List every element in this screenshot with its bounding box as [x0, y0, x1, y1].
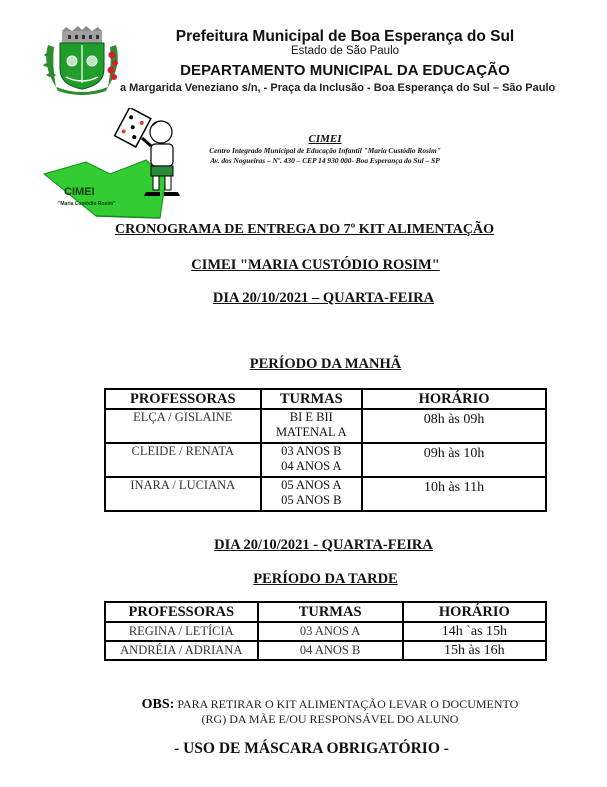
date-heading-morning: DIA 20/10/2021 – QUARTA-FEIRA [212, 290, 435, 306]
column-header-horario: HORÁRIO [362, 389, 546, 409]
cell-horario: 08h às 09h [362, 409, 546, 443]
prefeitura-title: Prefeitura Municipal de Boa Esperança do Sul [175, 28, 515, 45]
cimei-logo-subtitle: "Maria Custódio Rosim" [58, 201, 116, 207]
observation-line-1 [100, 697, 560, 712]
cell-turmas: 03 ANOS A [258, 622, 403, 641]
table-row [105, 443, 546, 477]
cell-turmas [261, 477, 363, 511]
obs-text-2: (RG) DA MÃE E/OU RESPONSÁVEL DO ALUNO [201, 712, 459, 726]
table-header-row [105, 602, 546, 622]
table-header-row [105, 389, 546, 409]
cell-professoras: ELÇA / GISLAINE [105, 409, 261, 443]
table-row [105, 622, 546, 641]
table-row [105, 409, 546, 443]
column-header-turmas: TURMAS [258, 602, 403, 622]
cell-professoras: CLEIDE / RENATA [105, 443, 261, 477]
turma-line: 03 ANOS B [281, 444, 342, 458]
afternoon-schedule-table [104, 601, 547, 661]
mask-notice: - USO DE MÁSCARA OBRIGATÓRIO - [174, 740, 449, 757]
obs-label: OBS: [141, 697, 175, 712]
cell-professoras: INARA / LUCIANA [105, 477, 261, 511]
cimei-block-title: CIMEI [308, 133, 342, 145]
obs-text-1: PARA RETIRAR O KIT ALIMENTAÇÃO LEVAR O DOCUMENTO [177, 697, 519, 711]
period-afternoon-heading: PERÍODO DA TARDE [253, 571, 398, 587]
cronograma-title: CRONOGRAMA DE ENTREGA DO 7º KIT ALIMENTAÇÃO [115, 222, 495, 237]
morning-schedule-table [104, 388, 547, 512]
cell-horario: 14h `as 15h [403, 622, 546, 641]
cimei-block-name: Centro Integrado Municipal de Educação Infantil "Maria Custódio Rosim" [209, 146, 441, 155]
column-header-horario: HORÁRIO [403, 602, 546, 622]
turma-line: 04 ANOS A [281, 459, 342, 473]
header-address: a Margarida Veneziano s/n, - Praça da Inclusão - Boa Esperança do Sul – São Paulo [120, 82, 556, 94]
cell-horario: 15h às 16h [403, 641, 546, 660]
cimei-title: CIMEI "MARIA CUSTÓDIO ROSIM" [191, 257, 440, 273]
column-header-turmas: TURMAS [261, 389, 363, 409]
cimei-block-address: Av. dos Nogueiras – Nº. 430 – CEP 14 930 000- Boa Esperança do Sul – SP [210, 156, 440, 165]
cell-turmas: 04 ANOS B [258, 641, 403, 660]
column-header-professoras: PROFESSORAS [105, 602, 258, 622]
date-heading-afternoon: DIA 20/10/2021 - QUARTA-FEIRA [214, 537, 433, 553]
period-morning-heading: PERÍODO DA MANHÃ [249, 356, 402, 372]
cell-horario: 09h às 10h [362, 443, 546, 477]
table-row [105, 641, 546, 660]
cell-professoras: REGINA / LETÍCIA [105, 622, 258, 641]
turma-line: 05 ANOS B [281, 493, 342, 507]
cell-professoras: ANDRÉIA / ADRIANA [105, 641, 258, 660]
coat-of-arms-icon [38, 25, 126, 97]
table-row [105, 477, 546, 511]
cell-turmas [261, 443, 363, 477]
turma-line: MATENAL A [275, 425, 347, 439]
cimei-logo-name: CIMEI [64, 186, 95, 198]
cell-horario: 10h às 11h [362, 477, 546, 511]
turma-line: BI E BII [289, 410, 333, 424]
observation-note [100, 697, 560, 726]
cell-turmas [261, 409, 363, 443]
turma-line: 05 ANOS A [281, 478, 342, 492]
departamento-title: DEPARTAMENTO MUNICIPAL DA EDUCAÇÃO [180, 62, 510, 79]
estado-subtitle: Estado de São Paulo [290, 45, 400, 57]
column-header-professoras: PROFESSORAS [105, 389, 261, 409]
